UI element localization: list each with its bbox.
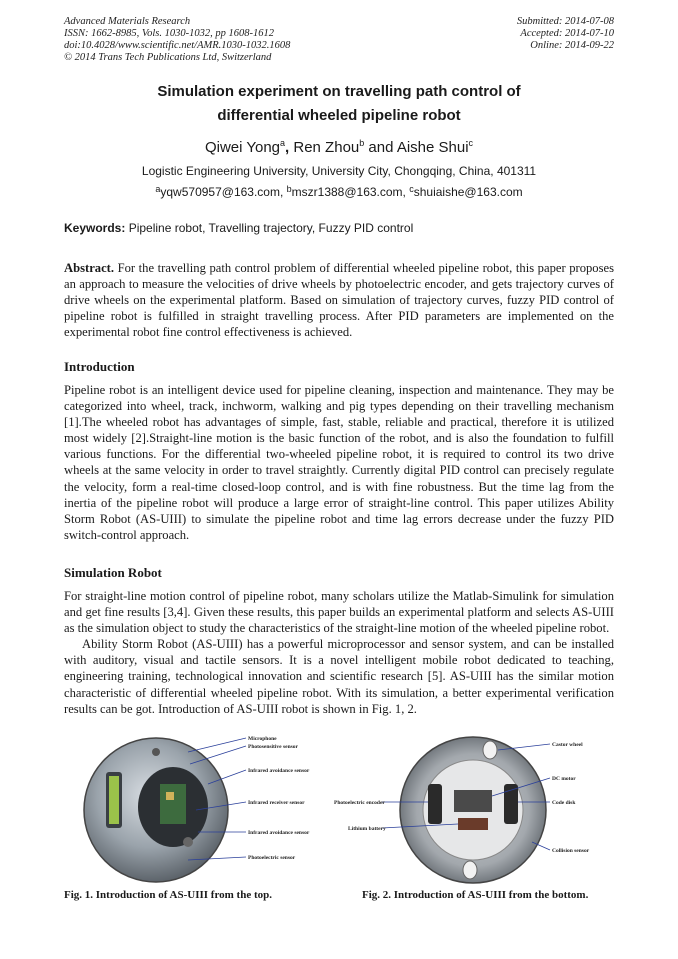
- email-3-mark: c: [409, 184, 414, 194]
- simulation-heading: Simulation Robot: [64, 565, 162, 580]
- emails: [64, 185, 614, 199]
- email-1[interactable]: yqw570957@163.com,: [160, 185, 287, 199]
- fig1-label-infrared-avoidance-bottom: Infrared avoidance sensor: [248, 830, 310, 836]
- simulation-paragraph-1: For straight-line motion control of pipeline robot, many scholars utilize the Matlab-Simulink for simulation and get fine results [3,4]. Given these results, this paper builds an experimental platform and selects AS-UIII as the simulation object to study the characteristics of the straight-line motion of the wheeled pipeline robot.: [64, 589, 614, 636]
- motor-block: [454, 790, 492, 812]
- fig1-label-photosensitive: Photosensitive sensor: [248, 744, 298, 750]
- paper-title: [64, 80, 614, 128]
- author-3-mark: c: [468, 138, 474, 148]
- fig1-label-infrared-receiver: Infrared receiver sensor: [248, 800, 305, 806]
- authors: [64, 139, 614, 156]
- figure-2-image: [332, 732, 602, 888]
- email-2[interactable]: mszr1388@163.com,: [291, 185, 410, 199]
- abstract: [64, 260, 614, 340]
- dates-info: [517, 16, 614, 52]
- email-3[interactable]: shuiaishe@163.com: [413, 185, 523, 199]
- fig1-label-photoelectric: Photoelectric sensor: [248, 855, 296, 861]
- online-date: Online: 2014-09-22: [530, 40, 614, 51]
- sensor-dot: [183, 837, 193, 847]
- issn-line: ISSN: 1662-8985, Vols. 1030-1032, pp 1608-1612: [64, 28, 274, 39]
- battery: [458, 818, 488, 830]
- fig2-label-dc-motor: DC motor: [552, 776, 576, 782]
- fig2-label-encoder: Photoelectric encoder: [334, 800, 385, 806]
- figure-2-caption: Fig. 2. Introduction of AS-UIII from the bottom.: [362, 889, 589, 901]
- affiliation: Logistic Engineering University, University City, Chongqing, China, 401311: [141, 164, 537, 178]
- doi-line: doi:10.4028/www.scientific.net/AMR.1030-1032.1608: [64, 40, 291, 51]
- circuit-board: [160, 784, 186, 824]
- simulation-text: [64, 588, 614, 717]
- author-3: Aishe Shui: [396, 139, 469, 156]
- introduction-heading: Introduction: [64, 359, 135, 374]
- submitted-date: Submitted: 2014-07-08: [516, 16, 614, 27]
- castor-wheel-bottom: [463, 861, 477, 879]
- title-line-1: Simulation experiment on travelling path control of: [157, 83, 521, 100]
- keywords-label: Keywords:: [64, 221, 126, 235]
- microphone: [152, 748, 160, 756]
- fig2-label-battery: Lithium battery: [348, 826, 386, 832]
- author-separator: ,: [285, 139, 294, 156]
- abstract-text: For the travelling path control problem of differential wheeled pipeline robot, this paper proposes an approach to measure the velocities of drive wheels by photoelectric encoder, and gets trajectory curves of drive wheels on the experimental platform. Based on simulation of trajectory curves, fuzzy PID control of pipeline robot is fulfilled in straight travelling process. After PID parameters are implemented on the experimental robot fine control effectiveness is achieved.: [64, 261, 614, 340]
- journal-info: [64, 16, 290, 64]
- castor-wheel-top: [483, 741, 497, 759]
- copyright-line: © 2014 Trans Tech Publications Ltd, Switzerland: [64, 52, 272, 63]
- journal-name: Advanced Materials Research: [64, 16, 191, 27]
- keywords: [64, 221, 614, 235]
- chip: [166, 792, 174, 800]
- figure-1-image: [78, 732, 328, 888]
- author-2: Ren Zhou: [293, 139, 360, 156]
- author-separator-and: and: [364, 139, 397, 156]
- fig2-label-collision: Collision sensor: [552, 848, 590, 854]
- email-1-mark: a: [155, 184, 161, 194]
- keywords-text: Pipeline robot, Travelling trajectory, Fuzzy PID control: [125, 221, 414, 235]
- fig2-label-castor: Castor wheel: [552, 742, 583, 748]
- introduction-text: Pipeline robot is an intelligent device used for pipeline cleaning, inspection and maintenance. They may be categorized into wheel, track, inchworm, walking and pig types depending on their travelling mechanism [1].The wheeled robot has advantages of simple, fast, stable, reliable and practical, therefore it is utilized most widely [2].Straight-line motion is the basic function of the robot, and is also the foundation to fulfill various functions. For the differential two-wheeled pipeline robot, it is required to control its two drive wheels at the same velocity in order to travel straightly. Currently digital PID control can precisely regulate the velocity, form a real-time closed-loop control, and is with fine robustness. But the time lag from the inertia of the pipeline robot will produce a large error of straight-line control. This paper utilizes Ability Storm Robot (AS-UIII) to simulate the pipeline robot and time lag errors decrease under the fuzzy PID switch-control approach.: [64, 383, 614, 542]
- fig1-label-microphone: Microphone: [248, 736, 277, 742]
- author-1: Qiwei Yong: [204, 139, 281, 156]
- lcd-screen: [109, 776, 119, 824]
- author-2-mark: b: [359, 138, 365, 148]
- figure-1-caption: Fig. 1. Introduction of AS-UIII from the top.: [64, 889, 272, 901]
- accepted-date: Accepted: 2014-07-10: [520, 28, 614, 39]
- simulation-paragraph-2: Ability Storm Robot (AS-UIII) has a powerful microprocessor and sensor system, and can be installed with auditory, visual and tactile sensors. It is a novel intelligent mobile robot dedicated to teaching, engineering training, technological innovation and scientific research [5]. AS-UIII has the similar motion characteristic of differential wheeled pipeline robot. With its simulation, a better experimental verification results can be got. Introduction of AS-UIII robot is shown in Fig. 1, 2.: [64, 637, 614, 716]
- fig1-label-infrared-avoidance-top: Infrared avoidance sensor: [248, 768, 310, 774]
- fig2-label-code-disk: Code disk: [552, 800, 576, 806]
- email-2-mark: b: [286, 184, 292, 194]
- author-1-mark: a: [280, 138, 286, 148]
- title-line-2: differential wheeled pipeline robot: [217, 107, 461, 124]
- abstract-label: Abstract.: [64, 261, 115, 275]
- left-wheel: [428, 784, 442, 824]
